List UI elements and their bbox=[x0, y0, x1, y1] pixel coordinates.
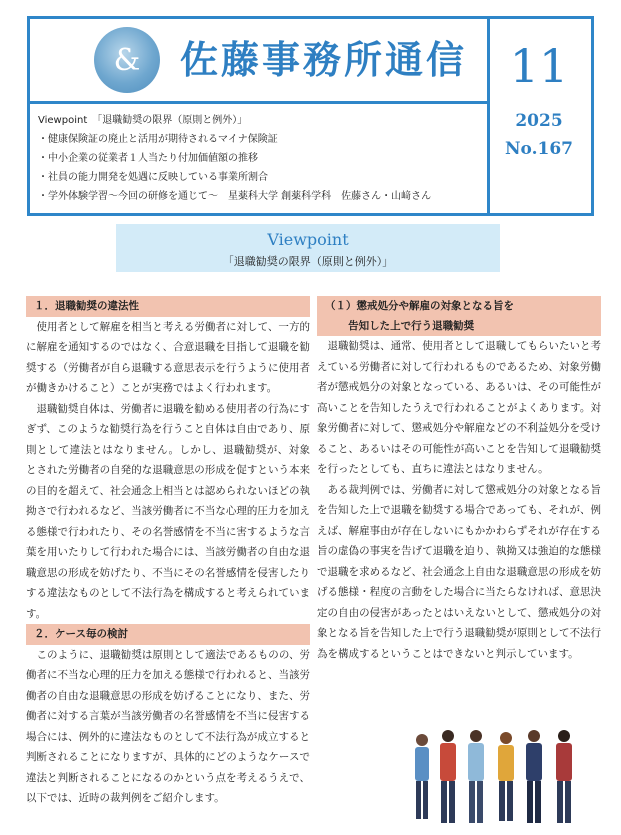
issue-month: 11 bbox=[509, 39, 569, 93]
person-figure bbox=[498, 732, 514, 821]
paragraph: 使用者として解雇を相当と考える労働者に対して、一方的に解雇を通知するのではなく、合意退職を目指して退職を勧奨する（労働者が自ら退職する意思表示を行うように使用者が働きかけること）ことが実務ではよく行われます。 bbox=[26, 320, 310, 394]
header-title-row bbox=[30, 19, 487, 104]
ampersand-logo bbox=[94, 27, 160, 93]
newsletter-header bbox=[27, 16, 594, 216]
subsection-heading-line: 告知した上で行う退職勧奨 bbox=[348, 320, 475, 332]
paragraph: 退職勧奨は、通常、使用者として退職してもらいたいと考えている労働者に対して行われるものであるため、対象労働者が懲戒処分の対象となっている、あるいは、その可能性が高いことを告知したうえで行われることがよくあります。対象労働者に対して、懲戒処分や解雇などの不利益処分を受けること、あるいはその可能性が高いことを告知して退職勧奨を行ったとしても、直ちに違法とはなりません。 bbox=[317, 340, 601, 475]
toc-item: ・社員の能力開発を処遇に反映している事業所割合 bbox=[38, 172, 268, 183]
subsection-heading bbox=[317, 296, 601, 336]
paragraph: 退職勧奨自体は、労働者に退職を勧める使用者の行為にすぎず、このような勧奨行為を行うこと自体は自由であり、原則として違法とはなりません。しかし、退職勧奨が、対象とされた労働者の自発的な退職意思の形成を促すという本来の目的を超えて、社会通念上相当とは認められないほどの執拗さで行われるなど、当該労働者に不当な心理的圧力を加える態様で行われたり、その名誉感情を不当に害するような言葉を用いたりして行われた場合には、当該労働者の自由な退職意思の形成を妨げたり、不当にその名誉感情を侵害したりする違法なものとして不法行為を構成すると考えられています。 bbox=[26, 402, 310, 620]
business-people-illustration bbox=[408, 726, 586, 826]
table-of-contents bbox=[38, 111, 478, 206]
person-figure bbox=[556, 730, 572, 823]
header-main bbox=[30, 19, 490, 213]
viewpoint-label: Viewpoint bbox=[267, 230, 349, 249]
paragraph: このように、退職勧奨は原則として適法であるものの、労働者に不当な心理的圧力を加える態様で行われると、当該労働者の自由な退職意思の形成を妨げることになり、また、労働者に対する言葉が当該労働者の名誉感情を不当に侵害する場合には、例外的に違法なものとして不法行為が成立すると判断されることになりますが、具体的にどのようなケースで違法と判断されることになるのかという点を考えるうえで、以下では、近時の裁判例をご紹介します。 bbox=[26, 648, 310, 804]
issue-year: 2025 bbox=[515, 111, 563, 131]
subsection-heading-line: （１）懲戒処分や解雇の対象となる旨を bbox=[325, 300, 514, 312]
toc-item: Viewpoint 「退職勧奨の限界（原則と例外）」 bbox=[38, 115, 248, 126]
toc-item: ・健康保険証の廃止と活用が期待されるマイナ保険証 bbox=[38, 134, 278, 145]
viewpoint-banner bbox=[116, 224, 500, 272]
section-heading: １．退職勧奨の違法性 bbox=[26, 296, 310, 317]
right-column bbox=[317, 296, 601, 664]
left-column bbox=[26, 296, 310, 809]
viewpoint-subtitle: 「退職勧奨の限界（原則と例外）」 bbox=[222, 255, 394, 268]
person-figure bbox=[468, 730, 484, 823]
issue-number: No.167 bbox=[505, 139, 573, 159]
logo-text: & bbox=[113, 42, 141, 78]
toc-item: ・学外体験学習～今回の研修を通じて～ 星薬科大学 創薬科学科 佐藤さん・山﨑さん bbox=[38, 191, 432, 202]
person-figure bbox=[440, 730, 456, 823]
newsletter-title: 佐藤事務所通信 bbox=[180, 38, 468, 82]
person-figure bbox=[415, 734, 429, 819]
person-figure bbox=[526, 730, 542, 823]
toc-item: ・中小企業の従業者１人当たり付加価値額の推移 bbox=[38, 153, 258, 164]
paragraph: ある裁判例では、労働者に対して懲戒処分の対象となる旨を告知した上で退職を勧奨する場合であっても、それが、例えば、解雇事由が存在しないにもかかわらずそれが存在する旨の虚偽の事実を告げて退職を迫り、執拗又は強迫的な態様で退職を求めるなど、社会通念上自由な退職意思の形成を妨げる態様・程度の言動をした場合に当たらなければ、意思決定の自由の侵害があったとはいえないとして、懲戒処分の対象となる旨を告知した上で行う退職勧奨が原則として不法行為を構成するということはできないと判示しています。 bbox=[317, 483, 601, 660]
section-heading: ２．ケース毎の検討 bbox=[26, 624, 310, 645]
